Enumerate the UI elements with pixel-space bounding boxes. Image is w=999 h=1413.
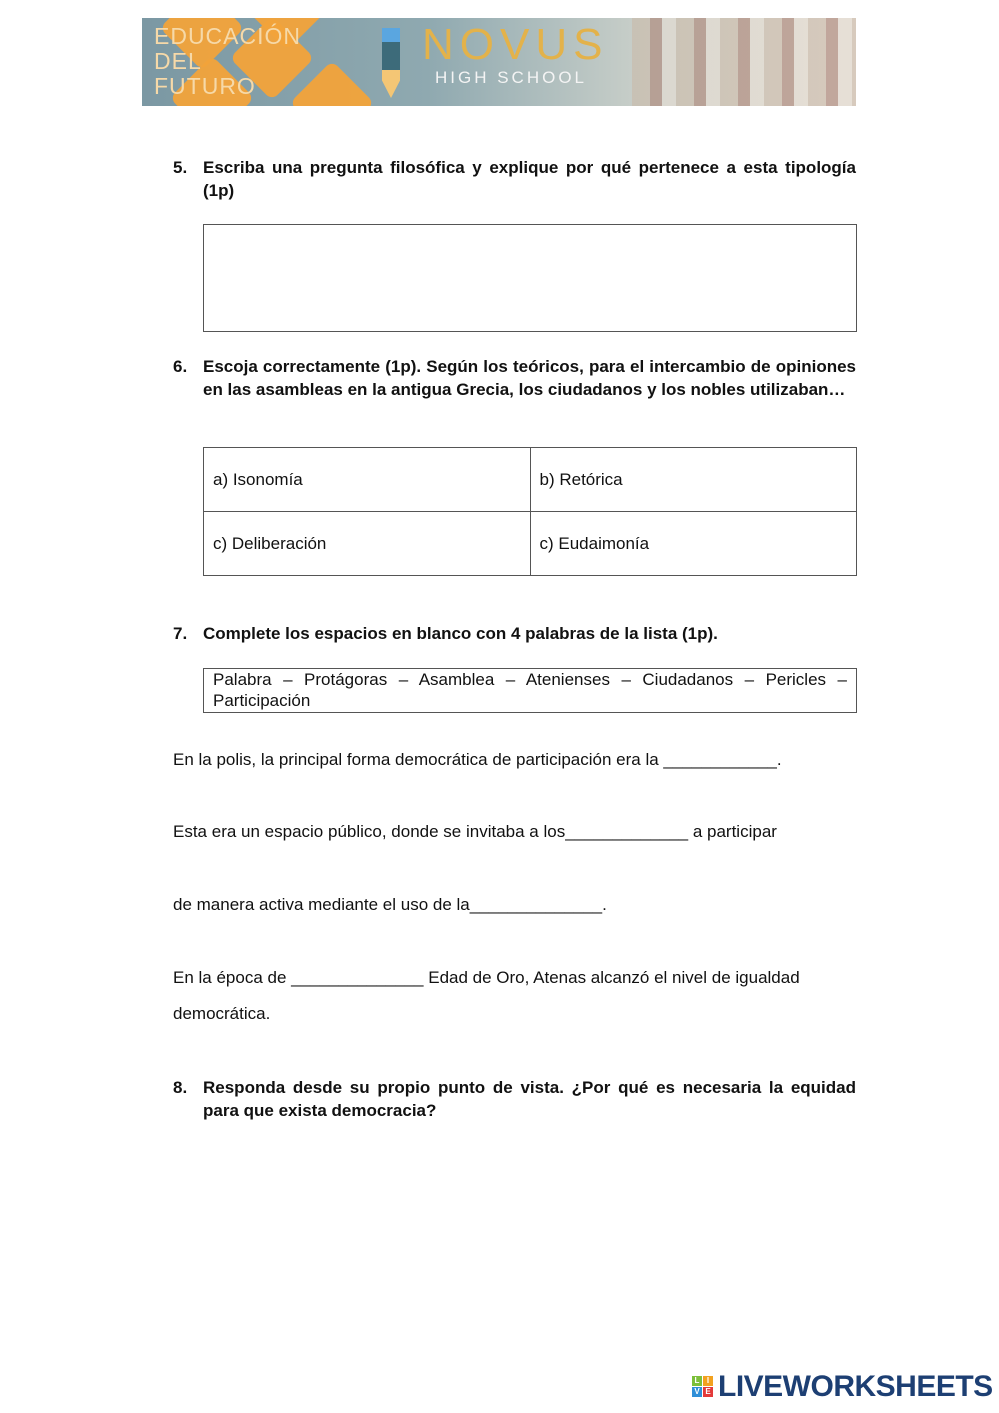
question-5: 5. Escriba una pregunta filosófica y explique por qué pertenece a esta tipología (1p)	[173, 158, 856, 200]
options-table	[203, 447, 857, 576]
word-list-box: Palabra – Protágoras – Asamblea – Atenienses – Ciudadanos – Pericles – Participación	[203, 668, 857, 713]
sentence-5: democrática.	[173, 1004, 271, 1023]
question-6: 6. Escoja correctamente (1p). Según los teóricos, para el intercambio de opiniones en las asambleas en la antigua Grecia, los ciudadanos y los nobles utilizaban…	[173, 357, 856, 399]
students-photo	[632, 18, 856, 106]
pencil-logo-icon	[382, 28, 400, 98]
sentence-4: En la época de ______________ Edad de Oro, Atenas alcanzó el nivel de igualdad	[173, 968, 800, 987]
question-7: 7. Complete los espacios en blanco con 4 palabras de la lista (1p).	[173, 624, 718, 643]
question-8: 8. Responda desde su propio punto de vista. ¿Por qué es necesaria la equidad para que exista democracia?	[173, 1078, 856, 1120]
sentence-2: Esta era un espacio público, donde se invitaba a los_____________ a participar	[173, 822, 777, 841]
option-b[interactable]: b) Retórica	[530, 448, 857, 512]
banner-slogan: EDUCACIÓN DEL FUTURO	[154, 23, 302, 99]
sentence-1: En la polis, la principal forma democrática de participación era la ____________.	[173, 750, 782, 769]
brand-subtitle: HIGH SCHOOL	[435, 68, 588, 87]
brand-name: NOVUS	[422, 20, 609, 69]
option-a[interactable]: a) Isonomía	[204, 448, 531, 512]
worksheet-page: EDUCACIÓN DEL FUTURO NOVUS HIGH SCHOOL 5. Escriba una pregunta filosófica y explique por qué pertenece a esta tipología (1p) 6. Escoja correctamente (1p). Según los teóricos, para el intercambio de opiniones en las asambleas en la antigua Grecia, los ciudadanos y los nobles utilizaban… a) Isonomía b) Retórica c) Deliberación c) Eudaimonía 7. Complete los espacios en blanco con 4 palabras de la lista (1p). Palabra – Protágoras – Asamblea – Atenienses – Ciudadanos – Pericles – Participación En la polis, la principal forma democrática de participación era la ____________. Esta era un espacio público, donde se invitaba a los_____________ a participar de manera activa mediante el uso de la______________. En la época de ______________ Edad de Oro, Atenas alcanzó el nivel de igualdad democrática. 8. Responda desde su propio punto de vista. ¿Por qué es necesaria la equidad para que exista democracia? L I V E LIVEWORKSHEETS	[0, 0, 999, 1413]
option-d[interactable]: c) Eudaimonía	[530, 512, 857, 576]
option-c[interactable]: c) Deliberación	[204, 512, 531, 576]
sentence-3: de manera activa mediante el uso de la______________.	[173, 895, 607, 914]
school-banner	[142, 18, 856, 106]
answer-box-5[interactable]	[203, 224, 857, 332]
